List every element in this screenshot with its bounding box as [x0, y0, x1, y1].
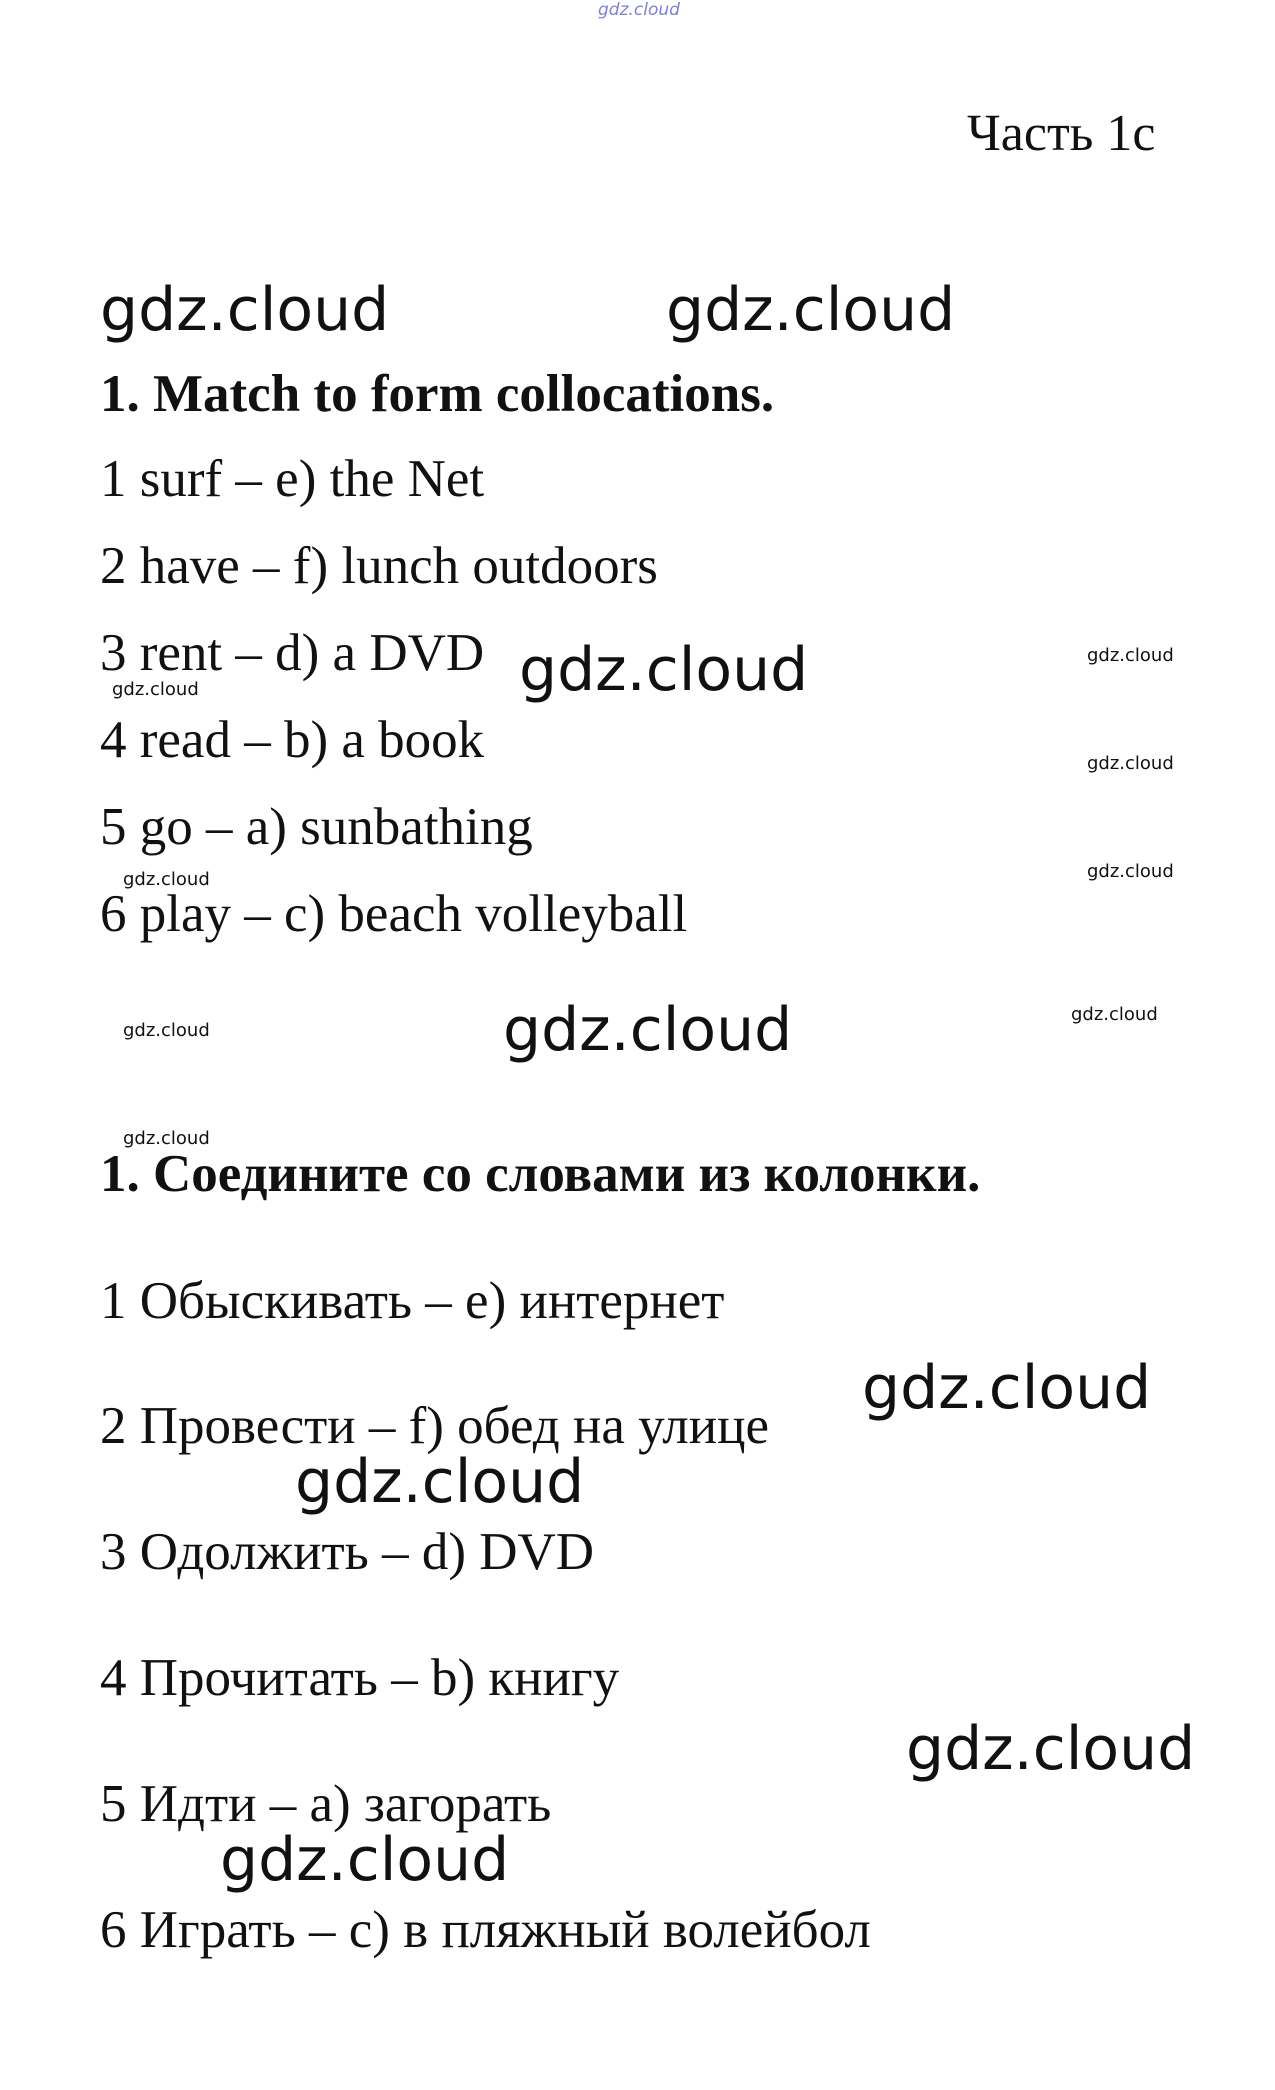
collocation-line: 4 read – b) a book	[100, 711, 485, 769]
watermark-small: gdz.cloud	[1087, 645, 1174, 666]
watermark-small: gdz.cloud	[123, 1020, 210, 1041]
exercise-heading-english: 1. Match to form collocations.	[100, 365, 775, 423]
collocation-line: 1 surf – e) the Net	[100, 450, 485, 508]
watermark-large: gdz.cloud	[220, 1825, 510, 1895]
part-label: Часть 1с	[967, 105, 1156, 162]
translation-line: 3 Одолжить – d) DVD	[100, 1523, 595, 1581]
watermark-large: gdz.cloud	[295, 1447, 585, 1517]
translation-line: 5 Идти – a) загорать	[100, 1775, 552, 1833]
translation-line: 4 Прочитать – b) книгу	[100, 1649, 620, 1707]
collocation-line: 3 rent – d) a DVD	[100, 624, 485, 682]
watermark-small: gdz.cloud	[1087, 861, 1174, 882]
watermark-small: gdz.cloud	[112, 679, 199, 700]
watermark-small: gdz.cloud	[123, 1128, 210, 1149]
watermark-small: gdz.cloud	[1071, 1004, 1158, 1025]
translation-line: 2 Провести – f) обед на улице	[100, 1397, 769, 1455]
translation-line: 6 Играть – c) в пляжный волейбол	[100, 1901, 871, 1959]
collocation-line: 5 go – a) sunbathing	[100, 798, 533, 856]
watermark-large: gdz.cloud	[503, 995, 793, 1065]
exercise-heading-russian: 1. Соедините со словами из колонки.	[100, 1145, 981, 1203]
translation-line: 1 Обыскивать – e) интернет	[100, 1272, 725, 1330]
watermark-large: gdz.cloud	[906, 1714, 1196, 1784]
watermark-top: gdz.cloud	[598, 0, 680, 20]
collocation-line: 6 play – c) beach volleyball	[100, 885, 688, 943]
watermark-large: gdz.cloud	[666, 275, 956, 345]
watermark-large: gdz.cloud	[862, 1353, 1152, 1423]
watermark-large: gdz.cloud	[519, 635, 809, 705]
collocation-line: 2 have – f) lunch outdoors	[100, 537, 658, 595]
watermark-small: gdz.cloud	[123, 869, 210, 890]
watermark-large: gdz.cloud	[100, 275, 390, 345]
watermark-small: gdz.cloud	[1087, 753, 1174, 774]
